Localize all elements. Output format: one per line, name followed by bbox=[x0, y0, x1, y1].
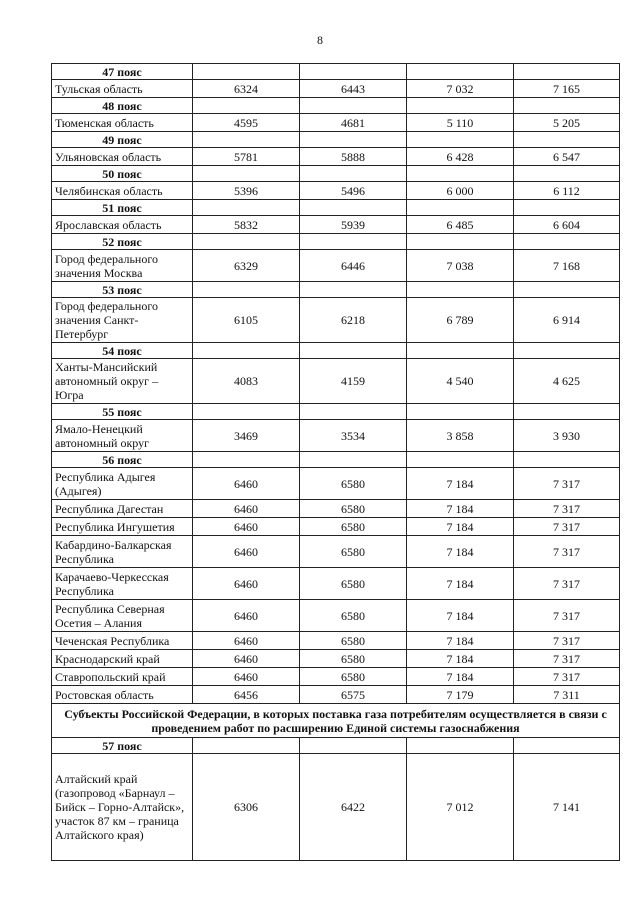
zone-label: 57 пояс bbox=[52, 738, 193, 754]
price-cell: 5888 bbox=[300, 148, 407, 166]
price-cell: 6575 bbox=[300, 686, 407, 704]
table-row bbox=[52, 632, 620, 650]
table-row bbox=[52, 80, 620, 98]
price-cell: 6460 bbox=[193, 518, 300, 536]
price-cell: 6422 bbox=[300, 754, 407, 861]
price-cell: 5781 bbox=[193, 148, 300, 166]
empty-cell bbox=[407, 132, 514, 148]
empty-cell bbox=[407, 200, 514, 216]
empty-cell bbox=[193, 132, 300, 148]
price-cell: 5496 bbox=[300, 182, 407, 200]
empty-cell bbox=[407, 343, 514, 359]
price-cell: 7 012 bbox=[407, 754, 514, 861]
price-cell: 7 317 bbox=[514, 668, 620, 686]
price-cell: 7 184 bbox=[407, 668, 514, 686]
price-cell: 6460 bbox=[193, 632, 300, 650]
price-cell: 6460 bbox=[193, 500, 300, 518]
empty-cell bbox=[300, 166, 407, 182]
price-cell: 3469 bbox=[193, 420, 300, 452]
region-name: Чеченская Республика bbox=[52, 632, 193, 650]
price-cell: 6105 bbox=[193, 298, 300, 343]
region-name: Кабардино-Балкарская Республика bbox=[52, 536, 193, 568]
price-cell: 6460 bbox=[193, 468, 300, 500]
table-row bbox=[52, 114, 620, 132]
region-name: Тульская область bbox=[52, 80, 193, 98]
price-cell: 7 168 bbox=[514, 250, 620, 282]
price-cell: 6 914 bbox=[514, 298, 620, 343]
region-name: Ростовская область bbox=[52, 686, 193, 704]
empty-cell bbox=[300, 234, 407, 250]
empty-cell bbox=[514, 343, 620, 359]
price-cell: 6324 bbox=[193, 80, 300, 98]
price-cell: 7 317 bbox=[514, 650, 620, 668]
table-row bbox=[52, 518, 620, 536]
empty-cell bbox=[514, 234, 620, 250]
price-cell: 7 184 bbox=[407, 536, 514, 568]
price-cell: 6443 bbox=[300, 80, 407, 98]
empty-cell bbox=[407, 166, 514, 182]
empty-cell bbox=[193, 343, 300, 359]
empty-cell bbox=[193, 738, 300, 754]
table-row bbox=[52, 568, 620, 600]
price-cell: 7 184 bbox=[407, 600, 514, 632]
zone-row bbox=[52, 343, 620, 359]
price-cell: 5 110 bbox=[407, 114, 514, 132]
page-number: 8 bbox=[317, 33, 323, 47]
zone-row bbox=[52, 452, 620, 468]
price-cell: 6218 bbox=[300, 298, 407, 343]
zone-label: 52 пояс bbox=[52, 234, 193, 250]
price-cell: 6 112 bbox=[514, 182, 620, 200]
price-cell: 5 205 bbox=[514, 114, 620, 132]
empty-cell bbox=[407, 234, 514, 250]
table-row bbox=[52, 668, 620, 686]
price-cell: 7 317 bbox=[514, 500, 620, 518]
price-cell: 6 485 bbox=[407, 216, 514, 234]
zone-row bbox=[52, 98, 620, 114]
price-cell: 7 311 bbox=[514, 686, 620, 704]
region-name: Челябинская область bbox=[52, 182, 193, 200]
price-cell: 6446 bbox=[300, 250, 407, 282]
price-cell: 7 179 bbox=[407, 686, 514, 704]
empty-cell bbox=[300, 200, 407, 216]
price-cell: 6460 bbox=[193, 536, 300, 568]
price-cell: 4 625 bbox=[514, 359, 620, 404]
zone-label: 54 пояс bbox=[52, 343, 193, 359]
empty-cell bbox=[407, 98, 514, 114]
price-cell: 6456 bbox=[193, 686, 300, 704]
price-cell: 5396 bbox=[193, 182, 300, 200]
gas-price-table bbox=[51, 63, 620, 861]
table-row bbox=[52, 600, 620, 632]
empty-cell bbox=[514, 404, 620, 420]
table-row bbox=[52, 182, 620, 200]
section-header-row bbox=[52, 704, 620, 738]
price-cell: 3534 bbox=[300, 420, 407, 452]
region-name: Город федерального значения Москва bbox=[52, 250, 193, 282]
region-name: Ямало-Ненецкий автономный округ bbox=[52, 420, 193, 452]
price-cell: 6580 bbox=[300, 536, 407, 568]
zone-row bbox=[52, 282, 620, 298]
price-cell: 6460 bbox=[193, 568, 300, 600]
zone-row bbox=[52, 404, 620, 420]
price-cell: 6580 bbox=[300, 600, 407, 632]
empty-cell bbox=[300, 282, 407, 298]
price-cell: 6329 bbox=[193, 250, 300, 282]
empty-cell bbox=[193, 200, 300, 216]
price-cell: 6460 bbox=[193, 668, 300, 686]
table-row bbox=[52, 250, 620, 282]
price-cell: 7 317 bbox=[514, 568, 620, 600]
price-cell: 3 858 bbox=[407, 420, 514, 452]
zone-row bbox=[52, 132, 620, 148]
price-cell: 7 184 bbox=[407, 568, 514, 600]
region-name: Карачаево-Черкесская Республика bbox=[52, 568, 193, 600]
zone-label: 56 пояс bbox=[52, 452, 193, 468]
region-name: Ханты-Мансийский автономный округ – Югра bbox=[52, 359, 193, 404]
price-cell: 6580 bbox=[300, 632, 407, 650]
price-cell: 6 789 bbox=[407, 298, 514, 343]
empty-cell bbox=[407, 738, 514, 754]
price-cell: 4595 bbox=[193, 114, 300, 132]
empty-cell bbox=[514, 98, 620, 114]
price-cell: 7 141 bbox=[514, 754, 620, 861]
table-row bbox=[52, 536, 620, 568]
price-cell: 7 317 bbox=[514, 468, 620, 500]
section-title: Субъекты Российской Федерации, в которых поставка газа потребителям осуществляется в связи с проведением работ по расширению Единой системы газоснабжения bbox=[52, 704, 620, 738]
price-cell: 6580 bbox=[300, 518, 407, 536]
zone-label: 51 пояс bbox=[52, 200, 193, 216]
price-cell: 7 038 bbox=[407, 250, 514, 282]
price-cell: 7 165 bbox=[514, 80, 620, 98]
empty-cell bbox=[300, 404, 407, 420]
zone-row bbox=[52, 64, 620, 80]
region-name: Республика Ингушетия bbox=[52, 518, 193, 536]
empty-cell bbox=[300, 738, 407, 754]
price-cell: 4 540 bbox=[407, 359, 514, 404]
table-row bbox=[52, 148, 620, 166]
zone-label: 49 пояс bbox=[52, 132, 193, 148]
region-name: Республика Северная Осетия – Алания bbox=[52, 600, 193, 632]
region-name: Краснодарский край bbox=[52, 650, 193, 668]
region-name: Ярославская область bbox=[52, 216, 193, 234]
empty-cell bbox=[514, 200, 620, 216]
empty-cell bbox=[514, 452, 620, 468]
zone-row bbox=[52, 234, 620, 250]
price-cell: 7 317 bbox=[514, 536, 620, 568]
empty-cell bbox=[193, 234, 300, 250]
price-cell: 6580 bbox=[300, 500, 407, 518]
table-row bbox=[52, 216, 620, 234]
price-cell: 6580 bbox=[300, 568, 407, 600]
zone-label: 55 пояс bbox=[52, 404, 193, 420]
empty-cell bbox=[407, 282, 514, 298]
region-name: Республика Дагестан bbox=[52, 500, 193, 518]
price-cell: 5832 bbox=[193, 216, 300, 234]
zone-label: 48 пояс bbox=[52, 98, 193, 114]
empty-cell bbox=[300, 98, 407, 114]
price-cell: 6580 bbox=[300, 468, 407, 500]
table-row bbox=[52, 298, 620, 343]
empty-cell bbox=[514, 738, 620, 754]
price-cell: 6460 bbox=[193, 600, 300, 632]
empty-cell bbox=[193, 166, 300, 182]
price-cell: 7 184 bbox=[407, 518, 514, 536]
empty-cell bbox=[407, 452, 514, 468]
price-cell: 6306 bbox=[193, 754, 300, 861]
zone-row bbox=[52, 738, 620, 754]
empty-cell bbox=[193, 452, 300, 468]
region-name: Город федерального значения Санкт-Петербург bbox=[52, 298, 193, 343]
empty-cell bbox=[514, 64, 620, 80]
price-cell: 7 317 bbox=[514, 632, 620, 650]
price-cell: 5939 bbox=[300, 216, 407, 234]
price-cell: 4681 bbox=[300, 114, 407, 132]
empty-cell bbox=[193, 64, 300, 80]
price-cell: 6 547 bbox=[514, 148, 620, 166]
table-row bbox=[52, 420, 620, 452]
price-cell: 4083 bbox=[193, 359, 300, 404]
zone-row bbox=[52, 166, 620, 182]
zone-label: 47 пояс bbox=[52, 64, 193, 80]
price-cell: 7 184 bbox=[407, 500, 514, 518]
region-name: Ставропольский край bbox=[52, 668, 193, 686]
zone-label: 53 пояс bbox=[52, 282, 193, 298]
price-cell: 4159 bbox=[300, 359, 407, 404]
empty-cell bbox=[514, 166, 620, 182]
price-cell: 6580 bbox=[300, 650, 407, 668]
table-row bbox=[52, 754, 620, 861]
price-cell: 7 032 bbox=[407, 80, 514, 98]
table-row bbox=[52, 359, 620, 404]
price-cell: 7 184 bbox=[407, 650, 514, 668]
empty-cell bbox=[193, 282, 300, 298]
region-name: Республика Адыгея (Адыгея) bbox=[52, 468, 193, 500]
price-cell: 7 317 bbox=[514, 600, 620, 632]
price-cell: 6460 bbox=[193, 650, 300, 668]
empty-cell bbox=[514, 282, 620, 298]
table-row bbox=[52, 500, 620, 518]
region-name: Алтайский край (газопровод «Барнаул – Бийск – Горно-Алтайск», участок 87 км – граница Алтайского края) bbox=[52, 754, 193, 861]
empty-cell bbox=[300, 64, 407, 80]
empty-cell bbox=[193, 404, 300, 420]
region-name: Тюменская область bbox=[52, 114, 193, 132]
table-row bbox=[52, 468, 620, 500]
empty-cell bbox=[300, 343, 407, 359]
zone-label: 50 пояс bbox=[52, 166, 193, 182]
empty-cell bbox=[193, 98, 300, 114]
table-row bbox=[52, 686, 620, 704]
price-cell: 6 000 bbox=[407, 182, 514, 200]
empty-cell bbox=[514, 132, 620, 148]
price-cell: 6 428 bbox=[407, 148, 514, 166]
price-cell: 7 184 bbox=[407, 468, 514, 500]
table-row bbox=[52, 650, 620, 668]
price-cell: 3 930 bbox=[514, 420, 620, 452]
region-name: Ульяновская область bbox=[52, 148, 193, 166]
empty-cell bbox=[407, 64, 514, 80]
price-cell: 6 604 bbox=[514, 216, 620, 234]
empty-cell bbox=[407, 404, 514, 420]
price-cell: 6580 bbox=[300, 668, 407, 686]
price-cell: 7 317 bbox=[514, 518, 620, 536]
empty-cell bbox=[300, 452, 407, 468]
empty-cell bbox=[300, 132, 407, 148]
price-cell: 7 184 bbox=[407, 632, 514, 650]
zone-row bbox=[52, 200, 620, 216]
